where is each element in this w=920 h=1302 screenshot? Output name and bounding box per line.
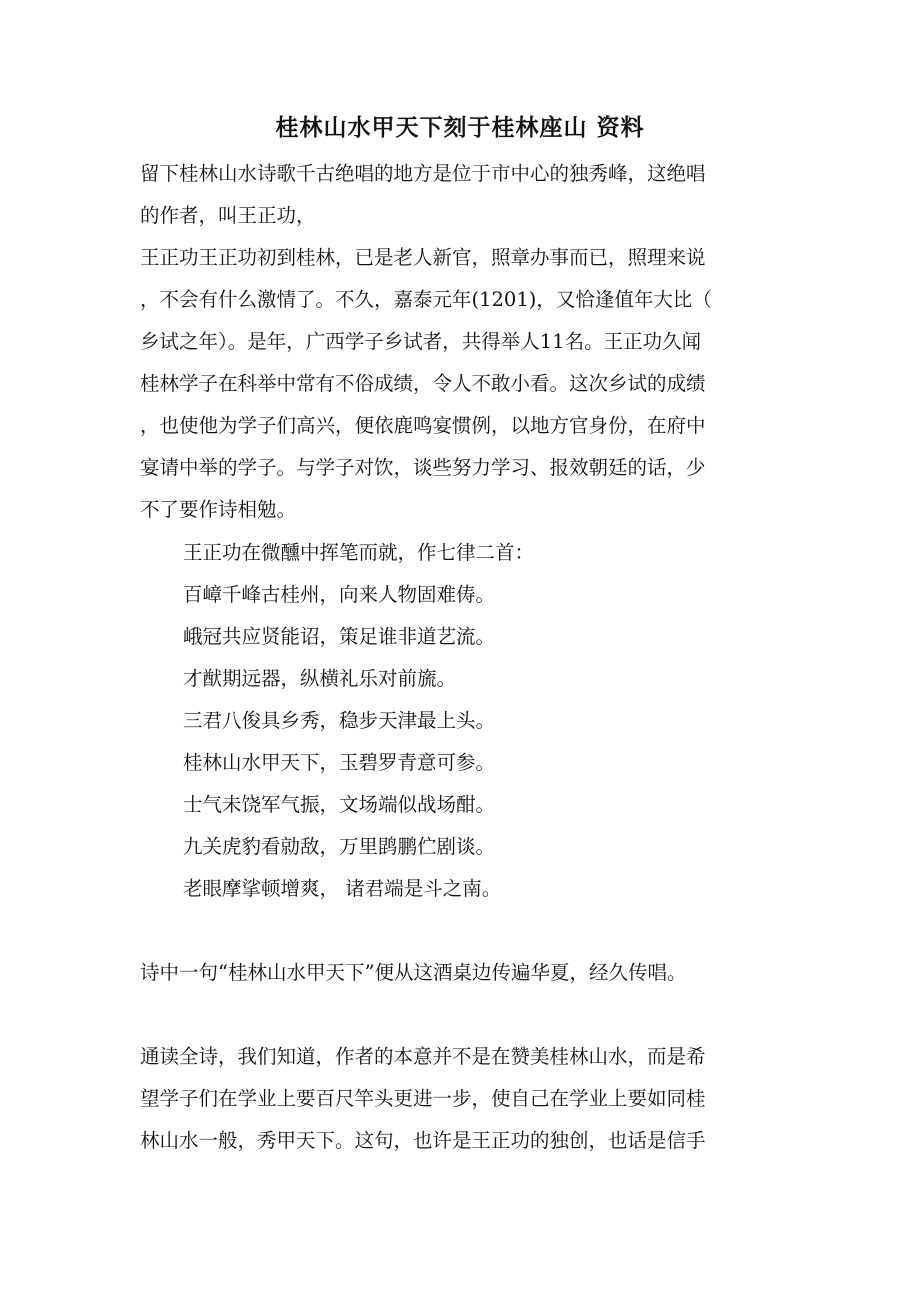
paragraph-analysis: [140, 1036, 780, 1162]
poem-line: 才猷期远器，纵横礼乐对前旒。: [183, 667, 457, 690]
text-line: 不了要作诗相勉。: [140, 498, 297, 521]
poem-line: 百嶂千峰古桂州，向来人物固难俦。: [183, 583, 496, 606]
poem-line: 王正功在微醺中挥笔而就，作七律二首：: [183, 541, 535, 564]
text-line: 留下桂林山水诗歌千古绝唱的地方是位于市中心的独秀峰，这绝唱: [140, 162, 706, 185]
text-line: 林山水一般，秀甲天下。这句，也许是王正功的独创，也话是信手: [140, 1129, 706, 1152]
text-line: 望学子们在学业上要百尺竿头更进一步，使自己在学业上要如同桂: [140, 1087, 706, 1110]
poem-block: [183, 532, 783, 910]
text-line: 桂林学子在科举中常有不俗成绩，令人不敢小看。这次乡试的成绩: [140, 372, 706, 395]
paragraph-intro: [140, 153, 780, 237]
text-line: 通读全诗，我们知道，作者的本意并不是在赞美桂林山水，而是希: [140, 1045, 706, 1068]
text-line: ，不会有什么激情了。不久，嘉泰元年(1201)，又恰逢值年大比（: [140, 288, 712, 311]
text-line: 宴请中举的学子。与学子对饮，谈些努力学习、报效朝廷的话，少: [140, 456, 706, 479]
poem-line: 三君八俊具乡秀，稳步天津最上头。: [183, 709, 496, 732]
poem-line: 峨冠共应贤能诏，策足谁非道艺流。: [183, 625, 496, 648]
text-line: 王正功王正功初到桂林，已是老人新官，照章办事而已，照理来说: [140, 246, 706, 269]
text-line: 的作者，叫王正功，: [140, 204, 316, 227]
text-line: 诗中一句“桂林山水甲天下”便从这酒桌边传遍华夏，经久传唱。: [140, 961, 687, 984]
poem-line: 士气未饶军气振，文场端似战场酣。: [183, 793, 496, 816]
text-line: 乡试之年）。是年，广西学子乡试者，共得举人11名。王正功久闻: [140, 330, 702, 353]
poem-line: 老眼摩挲顿增爽， 诸君端是斗之南。: [183, 877, 502, 900]
paragraph-story: [140, 237, 780, 531]
poem-line: 桂林山水甲天下，玉碧罗青意可参。: [183, 751, 496, 774]
text-line: ，也使他为学子们高兴，便依鹿鸣宴惯例，以地方官身份，在府中: [140, 414, 706, 437]
document-title: 桂林山水甲天下刻于桂林座山 资料: [275, 115, 645, 141]
paragraph-spread: [140, 952, 780, 994]
poem-line: 九关虎豹看勍敌，万里鹍鹏伫剧谈。: [183, 835, 496, 858]
